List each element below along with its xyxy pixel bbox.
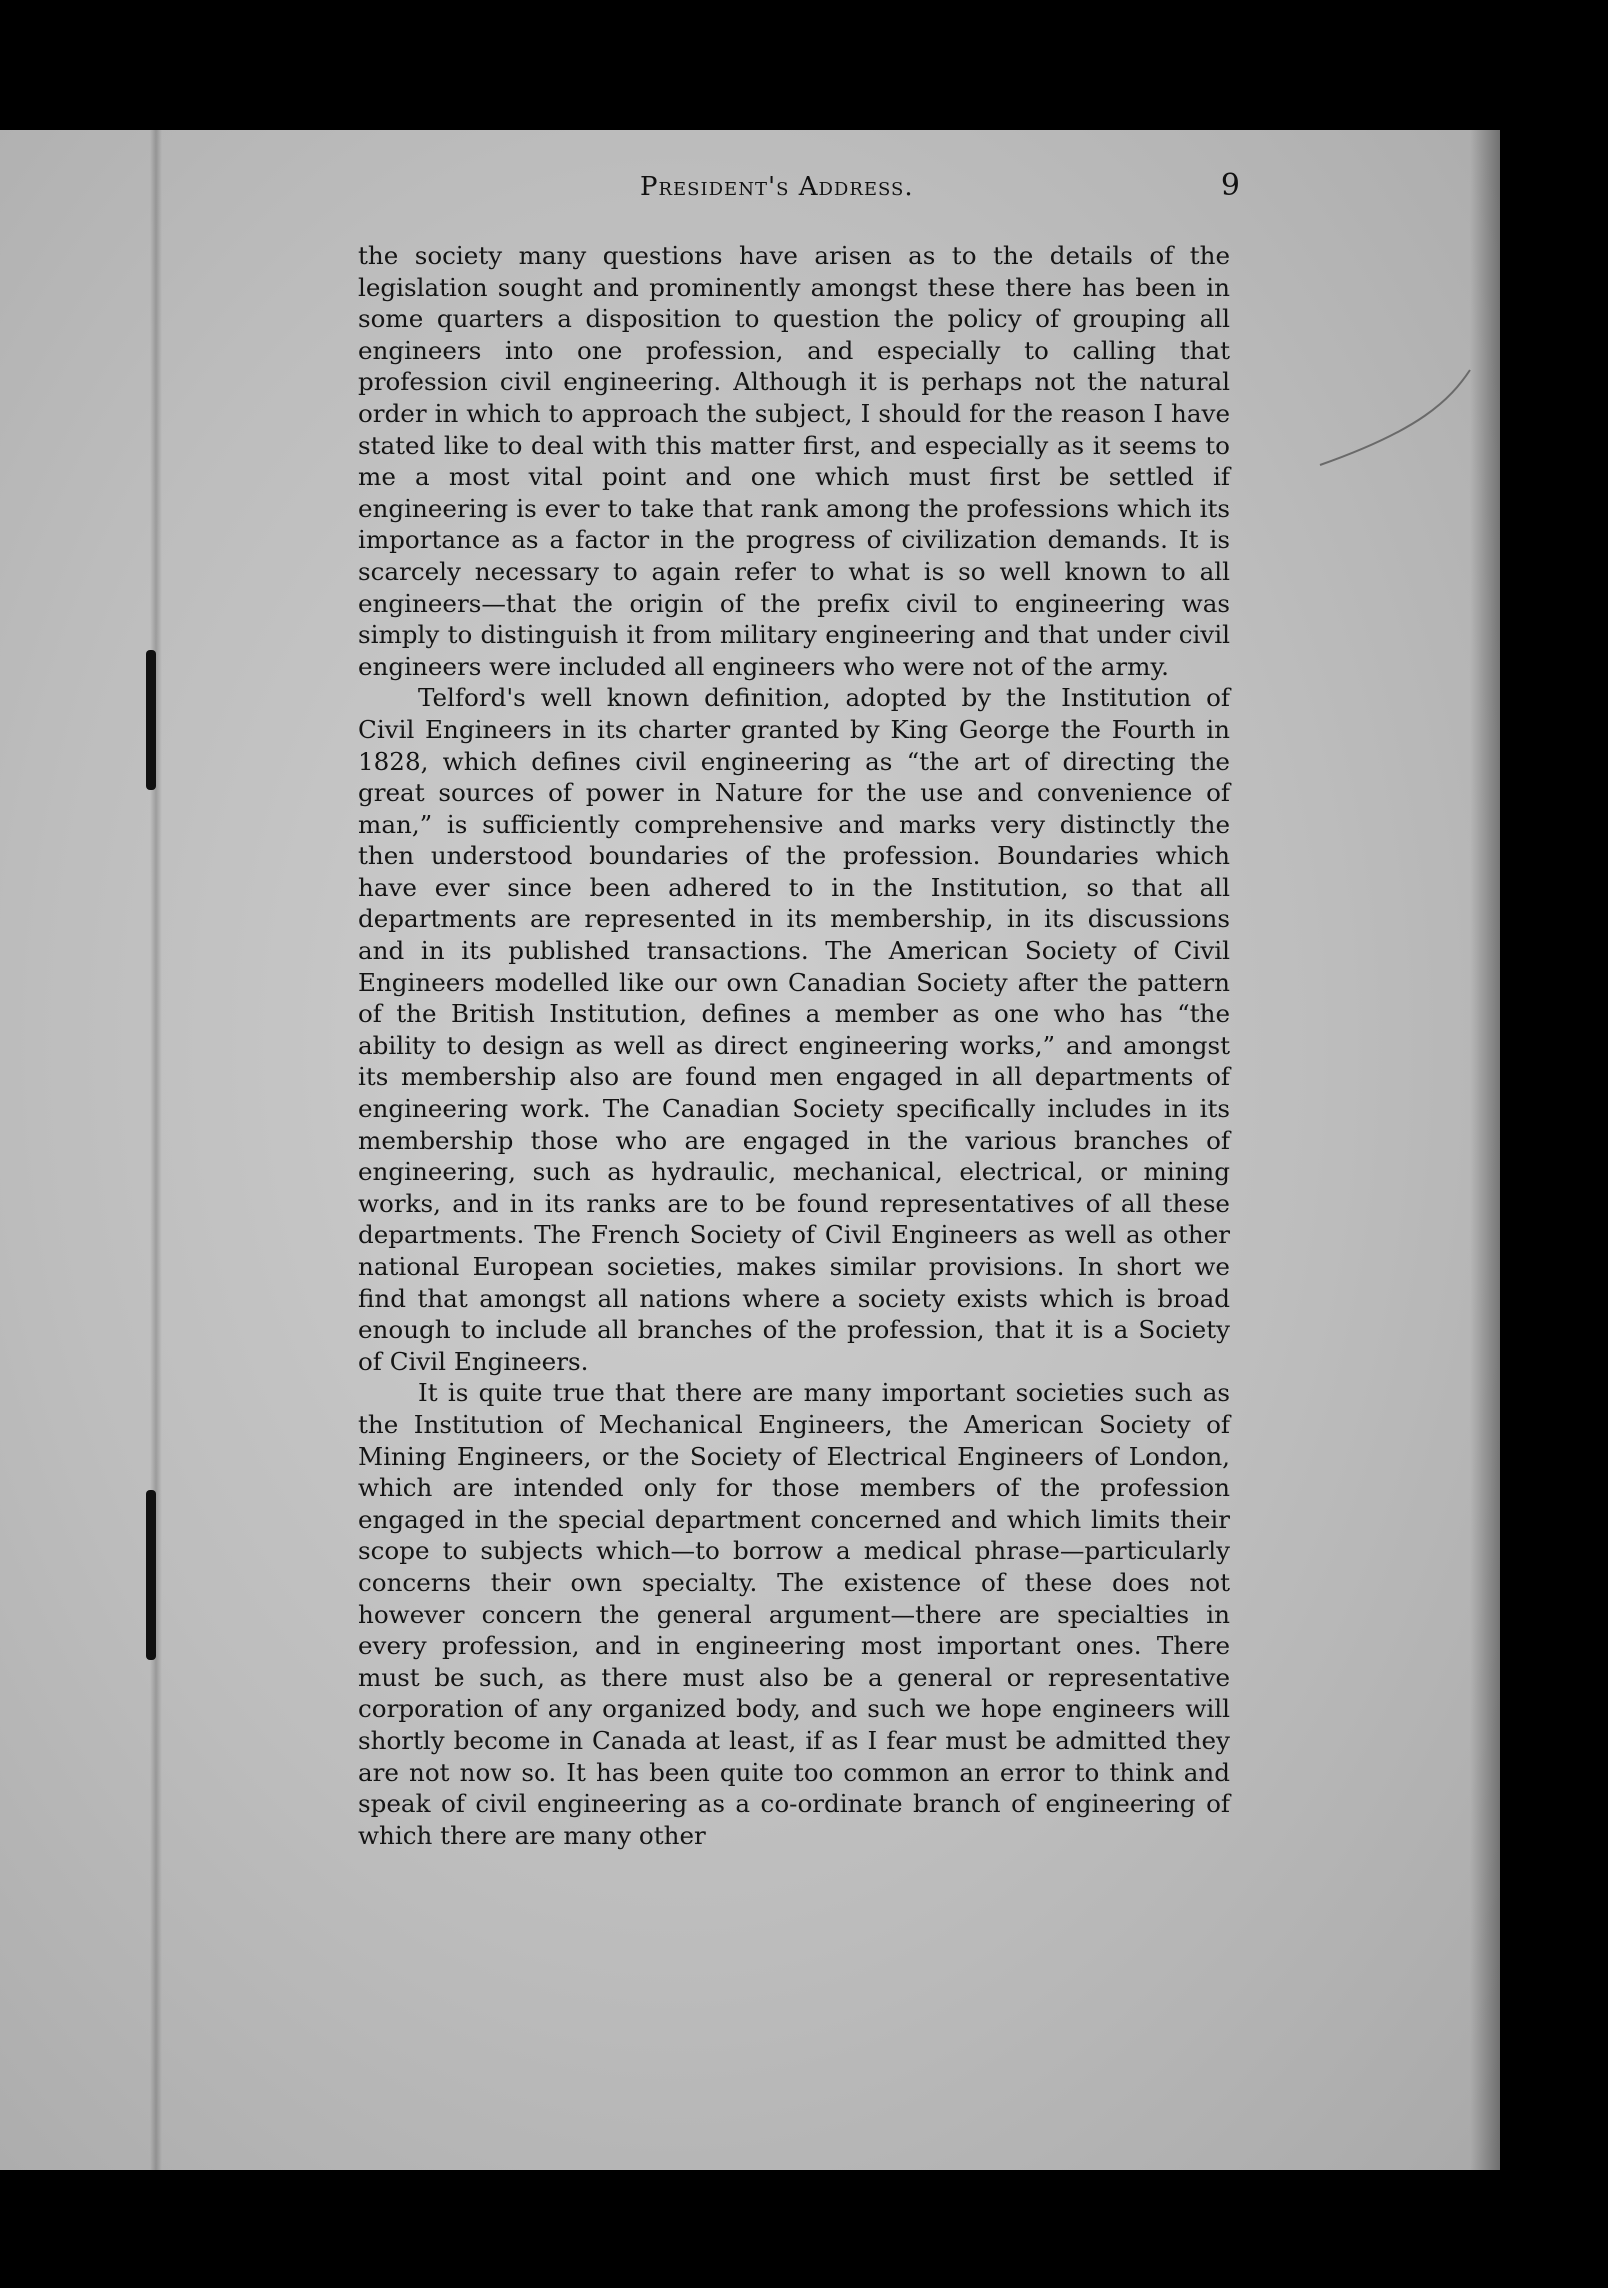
page-number: 9 (1220, 168, 1240, 203)
paragraph: the society many questions have arisen as to the details of the legislation sought and prominently amongst these there has been in some quarters a disposition to question the policy of grouping all engineers into one profession, and especially to calling that profession civil engineering. Although it is perhaps not the natural order in which to approach the subject, I should for the reason I have stated like to deal with this matter first, and especially as it seems to me a most vital point and one which must first be settled if engineering is ever to take that rank among the professions which its importance as a factor in the progress of civilization demands. It is scarcely necessary to again refer to what is so well known to all engineers—that the origin of the prefix civil to engineering was simply to distinguish it from military engineering and that under civil engineers were included all engineers who were not of the army. (358, 241, 1230, 681)
page-fold-shadow (150, 130, 162, 2170)
pencil-mark (1300, 360, 1480, 470)
body-text (358, 240, 1230, 1851)
running-head: President's Address. (640, 172, 914, 202)
binding-staple-bottom (146, 1490, 156, 1660)
paragraph: Telford's well known definition, adopted by the Institution of Civil Engineers in its charter granted by King George the Fourth in 1828, which defines civil engineering as “the art of directing the great sources of power in Nature for the use and convenience of man,” is sufficiently comprehensive and marks very distinctly the then understood boundaries of the profession. Boundaries which have ever since been adhered to in the Institution, so that all departments are represented in its membership, in its discussions and in its published transactions. The American Society of Civil Engineers modelled like our own Canadian Society after the pattern of the British Institution, defines a member as one who has “the ability to design as well as direct engineering works,” and amongst its membership also are found men engaged in all departments of engineering work. The Canadian Society specifically includes in its membership those who are engaged in the various branches of engineering, such as hydraulic, mechanical, electrical, or mining works, and in its ranks are to be found representatives of all these departments. The French Society of Civil Engineers as well as other national European societies, makes similar provisions. In short we find that amongst all nations where a society exists which is broad enough to include all branches of the profession, that it is a Society of Civil Engineers. (358, 683, 1230, 1376)
binding-staple-top (146, 650, 156, 790)
paragraph: It is quite true that there are many important societies such as the Institution of Mechanical Engineers, the American Society of Mining Engineers, or the Society of Electrical Engineers of London, which are intended only for those members of the profession engaged in the special department concerned and which limits their scope to subjects which—to borrow a medical phrase—particularly concerns their own specialty. The existence of these does not however concern the general argument—there are specialties in every profession, and in engineering most important ones. There must be such, as there must also be a general or representative corporation of any organized body, and such we hope engineers will shortly become in Canada at least, if as I fear must be admitted they are not now so. It has been quite too common an error to think and speak of civil engineering as a co-ordinate branch of engineering of which there are many other (358, 1378, 1230, 1850)
